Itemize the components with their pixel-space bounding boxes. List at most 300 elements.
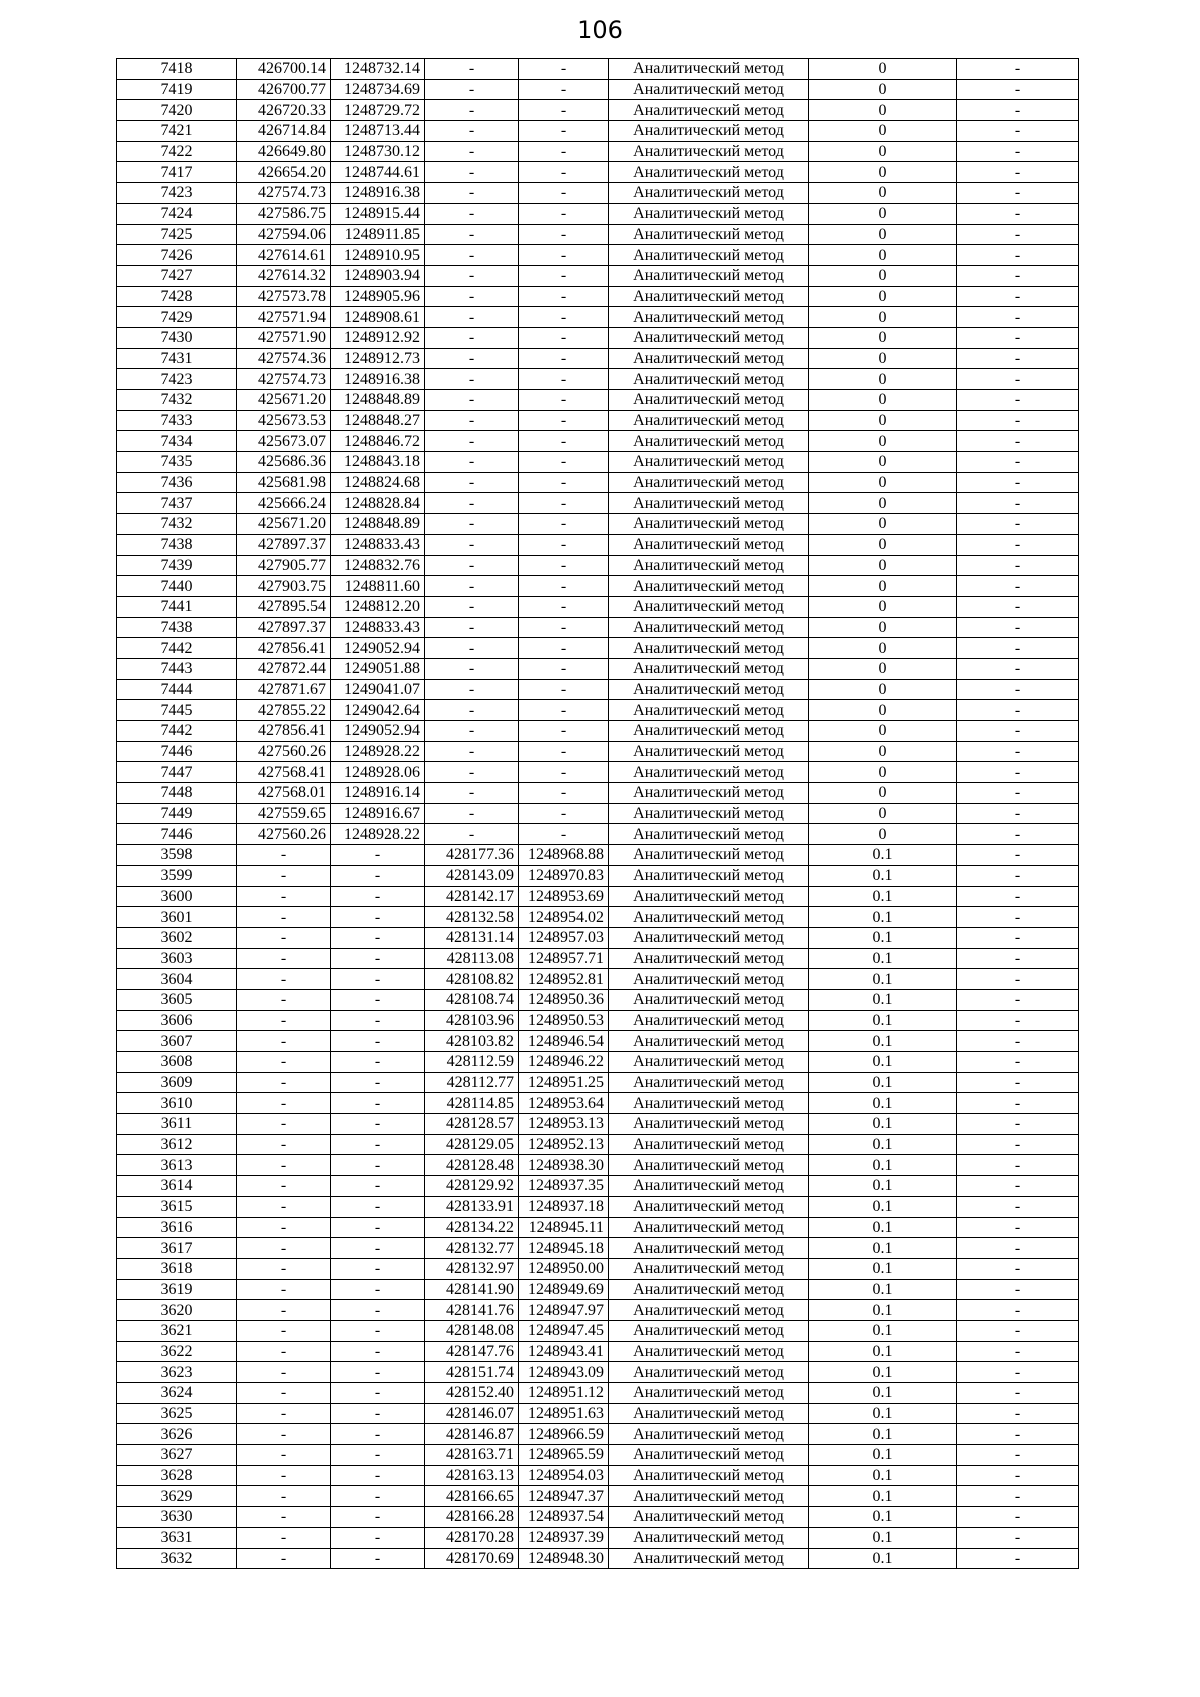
method-cell: Аналитический метод [609, 369, 809, 390]
point-number-cell: 7434 [117, 431, 237, 452]
y-new-cell: 1248943.41 [519, 1341, 609, 1362]
x-old-cell: - [237, 1238, 331, 1259]
point-number-cell: 7444 [117, 679, 237, 700]
accuracy-cell: 0 [809, 59, 957, 80]
y-old-cell: 1248846.72 [331, 431, 425, 452]
description-cell: - [957, 803, 1079, 824]
y-new-cell: 1248954.02 [519, 907, 609, 928]
table-row [117, 886, 1079, 907]
point-number-cell: 7430 [117, 327, 237, 348]
y-new-cell: 1248950.53 [519, 1010, 609, 1031]
accuracy-cell: 0.1 [809, 1445, 957, 1466]
y-new-cell: 1248946.54 [519, 1031, 609, 1052]
method-cell: Аналитический метод [609, 555, 809, 576]
point-number-cell: 7431 [117, 348, 237, 369]
x-new-cell: - [425, 390, 519, 411]
table-row [117, 59, 1079, 80]
accuracy-cell: 0.1 [809, 948, 957, 969]
accuracy-cell: 0.1 [809, 1320, 957, 1341]
description-cell: - [957, 534, 1079, 555]
y-old-cell: - [331, 1279, 425, 1300]
description-cell: - [957, 617, 1079, 638]
point-number-cell: 7423 [117, 183, 237, 204]
method-cell: Аналитический метод [609, 327, 809, 348]
table-row [117, 617, 1079, 638]
x-new-cell: - [425, 265, 519, 286]
point-number-cell: 3609 [117, 1072, 237, 1093]
table-row [117, 1114, 1079, 1135]
y-new-cell: 1248950.00 [519, 1258, 609, 1279]
table-row [117, 79, 1079, 100]
description-cell: - [957, 472, 1079, 493]
y-old-cell: 1249042.64 [331, 700, 425, 721]
table-row [117, 1527, 1079, 1548]
accuracy-cell: 0.1 [809, 1258, 957, 1279]
x-old-cell: - [237, 927, 331, 948]
x-new-cell: - [425, 514, 519, 535]
point-number-cell: 7442 [117, 721, 237, 742]
point-number-cell: 7421 [117, 121, 237, 142]
y-new-cell: - [519, 783, 609, 804]
point-number-cell: 3615 [117, 1196, 237, 1217]
method-cell: Аналитический метод [609, 783, 809, 804]
y-old-cell: 1248729.72 [331, 100, 425, 121]
y-old-cell: - [331, 1320, 425, 1341]
method-cell: Аналитический метод [609, 824, 809, 845]
point-number-cell: 7433 [117, 410, 237, 431]
y-new-cell: 1248943.09 [519, 1362, 609, 1383]
table-row [117, 1217, 1079, 1238]
y-old-cell: - [331, 1093, 425, 1114]
x-new-cell: - [425, 203, 519, 224]
description-cell: - [957, 1258, 1079, 1279]
description-cell: - [957, 1383, 1079, 1404]
x-old-cell: - [237, 1052, 331, 1073]
y-old-cell: - [331, 1072, 425, 1093]
method-cell: Аналитический метод [609, 472, 809, 493]
description-cell: - [957, 824, 1079, 845]
description-cell: - [957, 1072, 1079, 1093]
y-old-cell: 1248744.61 [331, 162, 425, 183]
point-number-cell: 3628 [117, 1465, 237, 1486]
x-new-cell: - [425, 307, 519, 328]
y-old-cell: 1248912.73 [331, 348, 425, 369]
x-old-cell: - [237, 1465, 331, 1486]
accuracy-cell: 0 [809, 700, 957, 721]
x-old-cell: 426700.77 [237, 79, 331, 100]
y-new-cell: - [519, 617, 609, 638]
y-new-cell: - [519, 472, 609, 493]
method-cell: Аналитический метод [609, 762, 809, 783]
y-old-cell: 1248732.14 [331, 59, 425, 80]
x-old-cell: - [237, 1403, 331, 1424]
point-number-cell: 3610 [117, 1093, 237, 1114]
point-number-cell: 7442 [117, 638, 237, 659]
accuracy-cell: 0 [809, 79, 957, 100]
description-cell: - [957, 865, 1079, 886]
accuracy-cell: 0.1 [809, 1176, 957, 1197]
y-old-cell: 1248848.89 [331, 514, 425, 535]
method-cell: Аналитический метод [609, 1383, 809, 1404]
description-cell: - [957, 948, 1079, 969]
table-row [117, 1052, 1079, 1073]
point-number-cell: 7424 [117, 203, 237, 224]
x-old-cell: - [237, 1527, 331, 1548]
x-old-cell: - [237, 1424, 331, 1445]
accuracy-cell: 0 [809, 431, 957, 452]
y-new-cell: - [519, 803, 609, 824]
table-row [117, 203, 1079, 224]
description-cell: - [957, 721, 1079, 742]
description-cell: - [957, 307, 1079, 328]
method-cell: Аналитический метод [609, 286, 809, 307]
table-body [117, 59, 1079, 1569]
description-cell: - [957, 1196, 1079, 1217]
y-old-cell: 1248928.22 [331, 824, 425, 845]
y-new-cell: 1248947.97 [519, 1300, 609, 1321]
x-new-cell: 428132.58 [425, 907, 519, 928]
method-cell: Аналитический метод [609, 1134, 809, 1155]
method-cell: Аналитический метод [609, 1341, 809, 1362]
description-cell: - [957, 245, 1079, 266]
x-new-cell: - [425, 679, 519, 700]
method-cell: Аналитический метод [609, 348, 809, 369]
y-new-cell: 1248949.69 [519, 1279, 609, 1300]
description-cell: - [957, 265, 1079, 286]
point-number-cell: 3611 [117, 1114, 237, 1135]
point-number-cell: 3631 [117, 1527, 237, 1548]
x-new-cell: 428163.13 [425, 1465, 519, 1486]
y-new-cell: - [519, 100, 609, 121]
method-cell: Аналитический метод [609, 452, 809, 473]
x-new-cell: 428143.09 [425, 865, 519, 886]
table-row [117, 1548, 1079, 1569]
x-old-cell: - [237, 1155, 331, 1176]
description-cell: - [957, 286, 1079, 307]
y-new-cell: - [519, 183, 609, 204]
y-old-cell: 1249051.88 [331, 658, 425, 679]
y-old-cell: 1248911.85 [331, 224, 425, 245]
point-number-cell: 7432 [117, 390, 237, 411]
x-new-cell: - [425, 721, 519, 742]
table-row [117, 245, 1079, 266]
description-cell: - [957, 907, 1079, 928]
x-old-cell: 426720.33 [237, 100, 331, 121]
x-old-cell: 427856.41 [237, 638, 331, 659]
table-row [117, 803, 1079, 824]
accuracy-cell: 0.1 [809, 1010, 957, 1031]
description-cell: - [957, 203, 1079, 224]
method-cell: Аналитический метод [609, 245, 809, 266]
accuracy-cell: 0 [809, 100, 957, 121]
table-row [117, 989, 1079, 1010]
table-row [117, 390, 1079, 411]
point-number-cell: 7419 [117, 79, 237, 100]
point-number-cell: 7435 [117, 452, 237, 473]
method-cell: Аналитический метод [609, 700, 809, 721]
x-new-cell: - [425, 762, 519, 783]
point-number-cell: 7428 [117, 286, 237, 307]
point-number-cell: 7418 [117, 59, 237, 80]
accuracy-cell: 0.1 [809, 1134, 957, 1155]
point-number-cell: 3614 [117, 1176, 237, 1197]
method-cell: Аналитический метод [609, 1114, 809, 1135]
description-cell: - [957, 886, 1079, 907]
point-number-cell: 3619 [117, 1279, 237, 1300]
x-new-cell: 428166.28 [425, 1507, 519, 1528]
point-number-cell: 3605 [117, 989, 237, 1010]
x-old-cell: 427573.78 [237, 286, 331, 307]
y-old-cell: 1248824.68 [331, 472, 425, 493]
x-new-cell: 428151.74 [425, 1362, 519, 1383]
x-old-cell: - [237, 886, 331, 907]
x-old-cell: 427574.36 [237, 348, 331, 369]
y-new-cell: - [519, 431, 609, 452]
x-old-cell: 425686.36 [237, 452, 331, 473]
accuracy-cell: 0.1 [809, 1465, 957, 1486]
table-row [117, 1445, 1079, 1466]
accuracy-cell: 0 [809, 596, 957, 617]
table-row [117, 452, 1079, 473]
description-cell: - [957, 1486, 1079, 1507]
y-new-cell: 1248946.22 [519, 1052, 609, 1073]
method-cell: Аналитический метод [609, 79, 809, 100]
x-new-cell: - [425, 100, 519, 121]
table-row [117, 1362, 1079, 1383]
x-new-cell: 428128.57 [425, 1114, 519, 1135]
y-new-cell: - [519, 679, 609, 700]
accuracy-cell: 0 [809, 783, 957, 804]
x-new-cell: 428108.74 [425, 989, 519, 1010]
accuracy-cell: 0 [809, 514, 957, 535]
method-cell: Аналитический метод [609, 1031, 809, 1052]
point-number-cell: 3622 [117, 1341, 237, 1362]
y-old-cell: 1248912.92 [331, 327, 425, 348]
y-new-cell: 1248954.03 [519, 1465, 609, 1486]
description-cell: - [957, 679, 1079, 700]
x-new-cell: - [425, 658, 519, 679]
accuracy-cell: 0.1 [809, 989, 957, 1010]
x-new-cell: 428141.76 [425, 1300, 519, 1321]
x-new-cell: - [425, 59, 519, 80]
point-number-cell: 3625 [117, 1403, 237, 1424]
y-new-cell: 1248952.81 [519, 969, 609, 990]
method-cell: Аналитический метод [609, 1072, 809, 1093]
description-cell: - [957, 514, 1079, 535]
y-new-cell: 1248945.18 [519, 1238, 609, 1259]
x-old-cell: 425671.20 [237, 390, 331, 411]
y-new-cell: 1248952.13 [519, 1134, 609, 1155]
x-new-cell: - [425, 555, 519, 576]
table-row [117, 162, 1079, 183]
method-cell: Аналитический метод [609, 514, 809, 535]
x-old-cell: 427560.26 [237, 824, 331, 845]
table-row [117, 596, 1079, 617]
table-row [117, 100, 1079, 121]
x-old-cell: 427903.75 [237, 576, 331, 597]
description-cell: - [957, 1362, 1079, 1383]
y-old-cell: 1248916.38 [331, 369, 425, 390]
y-old-cell: 1248734.69 [331, 79, 425, 100]
point-number-cell: 7417 [117, 162, 237, 183]
y-new-cell: 1248938.30 [519, 1155, 609, 1176]
x-old-cell: 426700.14 [237, 59, 331, 80]
description-cell: - [957, 59, 1079, 80]
x-new-cell: - [425, 452, 519, 473]
method-cell: Аналитический метод [609, 576, 809, 597]
accuracy-cell: 0 [809, 203, 957, 224]
description-cell: - [957, 1300, 1079, 1321]
point-number-cell: 3607 [117, 1031, 237, 1052]
accuracy-cell: 0 [809, 369, 957, 390]
y-old-cell: - [331, 1362, 425, 1383]
y-old-cell: - [331, 1465, 425, 1486]
y-new-cell: - [519, 596, 609, 617]
table-row [117, 555, 1079, 576]
x-old-cell: - [237, 1383, 331, 1404]
y-new-cell: - [519, 514, 609, 535]
y-new-cell: 1248937.35 [519, 1176, 609, 1197]
x-old-cell: - [237, 1320, 331, 1341]
y-new-cell: - [519, 762, 609, 783]
y-new-cell: 1248957.03 [519, 927, 609, 948]
table-row [117, 1196, 1079, 1217]
accuracy-cell: 0 [809, 679, 957, 700]
table-row [117, 1010, 1079, 1031]
x-old-cell: 427895.54 [237, 596, 331, 617]
y-old-cell: - [331, 1424, 425, 1445]
x-old-cell: - [237, 1217, 331, 1238]
accuracy-cell: 0.1 [809, 1341, 957, 1362]
method-cell: Аналитический метод [609, 1196, 809, 1217]
accuracy-cell: 0.1 [809, 1031, 957, 1052]
y-new-cell: - [519, 224, 609, 245]
x-old-cell: 427571.90 [237, 327, 331, 348]
y-new-cell: - [519, 348, 609, 369]
x-old-cell: 427905.77 [237, 555, 331, 576]
point-number-cell: 3632 [117, 1548, 237, 1569]
x-old-cell: 425673.53 [237, 410, 331, 431]
table-row [117, 1155, 1079, 1176]
x-new-cell: - [425, 327, 519, 348]
x-new-cell: 428148.08 [425, 1320, 519, 1341]
table-row [117, 1403, 1079, 1424]
x-new-cell: 428129.92 [425, 1176, 519, 1197]
y-new-cell: - [519, 638, 609, 659]
x-old-cell: 426714.84 [237, 121, 331, 142]
y-old-cell: - [331, 1341, 425, 1362]
point-number-cell: 3606 [117, 1010, 237, 1031]
description-cell: - [957, 1465, 1079, 1486]
y-new-cell: - [519, 741, 609, 762]
table-row [117, 431, 1079, 452]
accuracy-cell: 0 [809, 327, 957, 348]
table-row [117, 1134, 1079, 1155]
accuracy-cell: 0.1 [809, 845, 957, 866]
description-cell: - [957, 1114, 1079, 1135]
description-cell: - [957, 1155, 1079, 1176]
y-new-cell: - [519, 721, 609, 742]
y-new-cell: 1248947.45 [519, 1320, 609, 1341]
accuracy-cell: 0 [809, 638, 957, 659]
y-new-cell: - [519, 824, 609, 845]
method-cell: Аналитический метод [609, 493, 809, 514]
y-new-cell: - [519, 452, 609, 473]
table-row [117, 824, 1079, 845]
method-cell: Аналитический метод [609, 886, 809, 907]
method-cell: Аналитический метод [609, 1238, 809, 1259]
x-old-cell: - [237, 845, 331, 866]
description-cell: - [957, 183, 1079, 204]
table-row [117, 534, 1079, 555]
y-old-cell: - [331, 1238, 425, 1259]
x-new-cell: 428141.90 [425, 1279, 519, 1300]
y-new-cell: 1248948.30 [519, 1548, 609, 1569]
x-new-cell: 428112.77 [425, 1072, 519, 1093]
description-cell: - [957, 845, 1079, 866]
method-cell: Аналитический метод [609, 183, 809, 204]
x-new-cell: 428146.87 [425, 1424, 519, 1445]
table-row [117, 369, 1079, 390]
x-old-cell: 426654.20 [237, 162, 331, 183]
x-new-cell: - [425, 224, 519, 245]
point-number-cell: 3612 [117, 1134, 237, 1155]
description-cell: - [957, 431, 1079, 452]
description-cell: - [957, 1134, 1079, 1155]
description-cell: - [957, 1031, 1079, 1052]
point-number-cell: 3601 [117, 907, 237, 928]
method-cell: Аналитический метод [609, 1010, 809, 1031]
accuracy-cell: 0 [809, 534, 957, 555]
accuracy-cell: 0 [809, 183, 957, 204]
description-cell: - [957, 327, 1079, 348]
y-new-cell: 1248950.36 [519, 989, 609, 1010]
x-new-cell: - [425, 576, 519, 597]
point-number-cell: 7429 [117, 307, 237, 328]
table-row [117, 1465, 1079, 1486]
x-new-cell: - [425, 803, 519, 824]
x-old-cell: 427614.61 [237, 245, 331, 266]
table-row [117, 1176, 1079, 1197]
table-row [117, 410, 1079, 431]
table-row [117, 576, 1079, 597]
point-number-cell: 3613 [117, 1155, 237, 1176]
y-new-cell: - [519, 121, 609, 142]
point-number-cell: 7423 [117, 369, 237, 390]
x-new-cell: - [425, 121, 519, 142]
method-cell: Аналитический метод [609, 803, 809, 824]
y-old-cell: 1248915.44 [331, 203, 425, 224]
point-number-cell: 7445 [117, 700, 237, 721]
accuracy-cell: 0.1 [809, 1507, 957, 1528]
y-new-cell: - [519, 59, 609, 80]
table-row [117, 1258, 1079, 1279]
point-number-cell: 7446 [117, 824, 237, 845]
description-cell: - [957, 1052, 1079, 1073]
accuracy-cell: 0 [809, 452, 957, 473]
description-cell: - [957, 224, 1079, 245]
x-new-cell: 428108.82 [425, 969, 519, 990]
method-cell: Аналитический метод [609, 1093, 809, 1114]
table-row [117, 1031, 1079, 1052]
x-new-cell: - [425, 783, 519, 804]
table-row [117, 927, 1079, 948]
y-new-cell: - [519, 203, 609, 224]
x-new-cell: 428128.48 [425, 1155, 519, 1176]
accuracy-cell: 0 [809, 762, 957, 783]
accuracy-cell: 0 [809, 617, 957, 638]
point-number-cell: 3608 [117, 1052, 237, 1073]
